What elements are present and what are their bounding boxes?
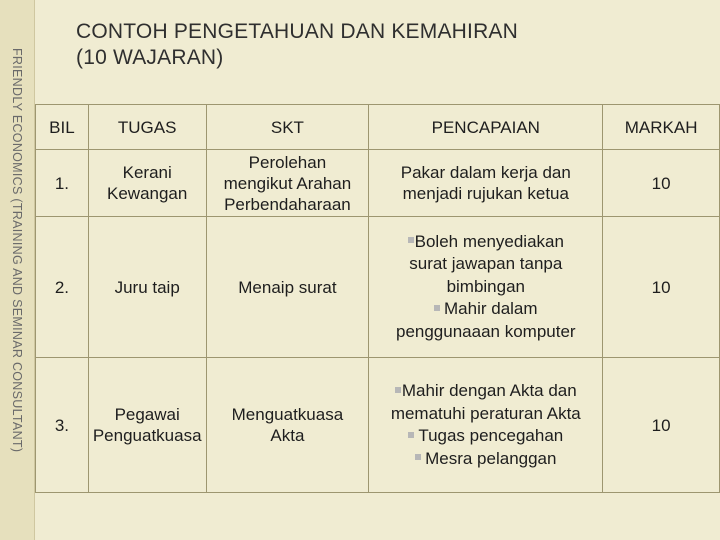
bullet-icon: [395, 387, 401, 393]
cell-line: menjadi rujukan ketua: [402, 184, 569, 203]
bullet-line: [373, 425, 598, 448]
cell-pencapaian: [369, 150, 603, 217]
cell-line: Penguatkuasa: [92, 426, 202, 445]
cell-line: mengikut Arahan: [223, 173, 352, 193]
cell-bil: 3.: [36, 358, 89, 493]
title-line-2: (10 WAJARAN): [76, 46, 224, 69]
bullet-icon: [415, 454, 421, 460]
cell-line: penggunaaan komputer: [395, 321, 576, 341]
cell-line: Menaip surat: [238, 277, 337, 297]
bullet-icon: [434, 305, 440, 311]
cell-markah: 10: [603, 150, 720, 217]
cell-line: Perolehan: [248, 152, 327, 172]
cell-line: Menguatkuasa: [231, 405, 344, 424]
skills-table: [35, 104, 720, 493]
page-title: [76, 19, 676, 71]
bullet-line: [373, 298, 598, 321]
cell-line: bimbingan: [446, 276, 526, 296]
table-row: [36, 217, 720, 358]
side-caption: FRIENDLY ECONOMICS (TRAINING AND SEMINAR CONSULTANT): [10, 48, 24, 453]
bullet-icon: [408, 432, 414, 438]
cell-tugas: [88, 150, 206, 217]
cell-tugas: [88, 358, 206, 493]
cell-tugas: [88, 217, 206, 358]
cell-line: Boleh menyediakan: [414, 231, 564, 251]
cell-line: Mesra pelanggan: [425, 448, 557, 468]
cell-line: Tugas pencegahan: [418, 426, 564, 445]
cell-line: mematuhi peraturan Akta: [390, 403, 581, 423]
cell-line: Kerani: [122, 163, 172, 182]
cell-line: surat jawapan tanpa: [409, 254, 563, 274]
cell-markah: 10: [603, 217, 720, 358]
header-skt: SKT: [206, 105, 369, 150]
bullet-line: [373, 231, 598, 254]
cell-line: Akta: [270, 426, 305, 445]
cell-line: Mahir dengan Akta dan: [401, 381, 577, 400]
header-pencapaian: PENCAPAIAN: [369, 105, 603, 150]
header-bil: BIL: [36, 105, 89, 150]
cell-line: Perbendaharaan: [224, 194, 351, 214]
cell-line: Juru taip: [114, 277, 180, 297]
cell-line: Kewangan: [107, 184, 188, 203]
cell-pencapaian: [369, 358, 603, 493]
cell-line: Mahir dalam: [444, 299, 538, 319]
bullet-line: [373, 448, 598, 471]
cell-skt: [206, 217, 369, 358]
cell-line: Pegawai: [114, 405, 180, 424]
cell-markah: 10: [603, 358, 720, 493]
cell-bil: 1.: [36, 150, 89, 217]
cell-bil: 2.: [36, 217, 89, 358]
header-row: [36, 105, 720, 150]
title-line-1: CONTOH PENGETAHUAN DAN KEMAHIRAN: [76, 20, 519, 43]
header-markah: MARKAH: [603, 105, 720, 150]
header-tugas: TUGAS: [88, 105, 206, 150]
table-row: [36, 358, 720, 493]
cell-skt: [206, 358, 369, 493]
table-row: [36, 150, 720, 217]
bullet-line: [373, 380, 598, 403]
cell-skt: [206, 150, 369, 217]
cell-pencapaian: [369, 217, 603, 358]
bullet-icon: [408, 237, 414, 243]
cell-line: Pakar dalam kerja dan: [400, 163, 571, 182]
